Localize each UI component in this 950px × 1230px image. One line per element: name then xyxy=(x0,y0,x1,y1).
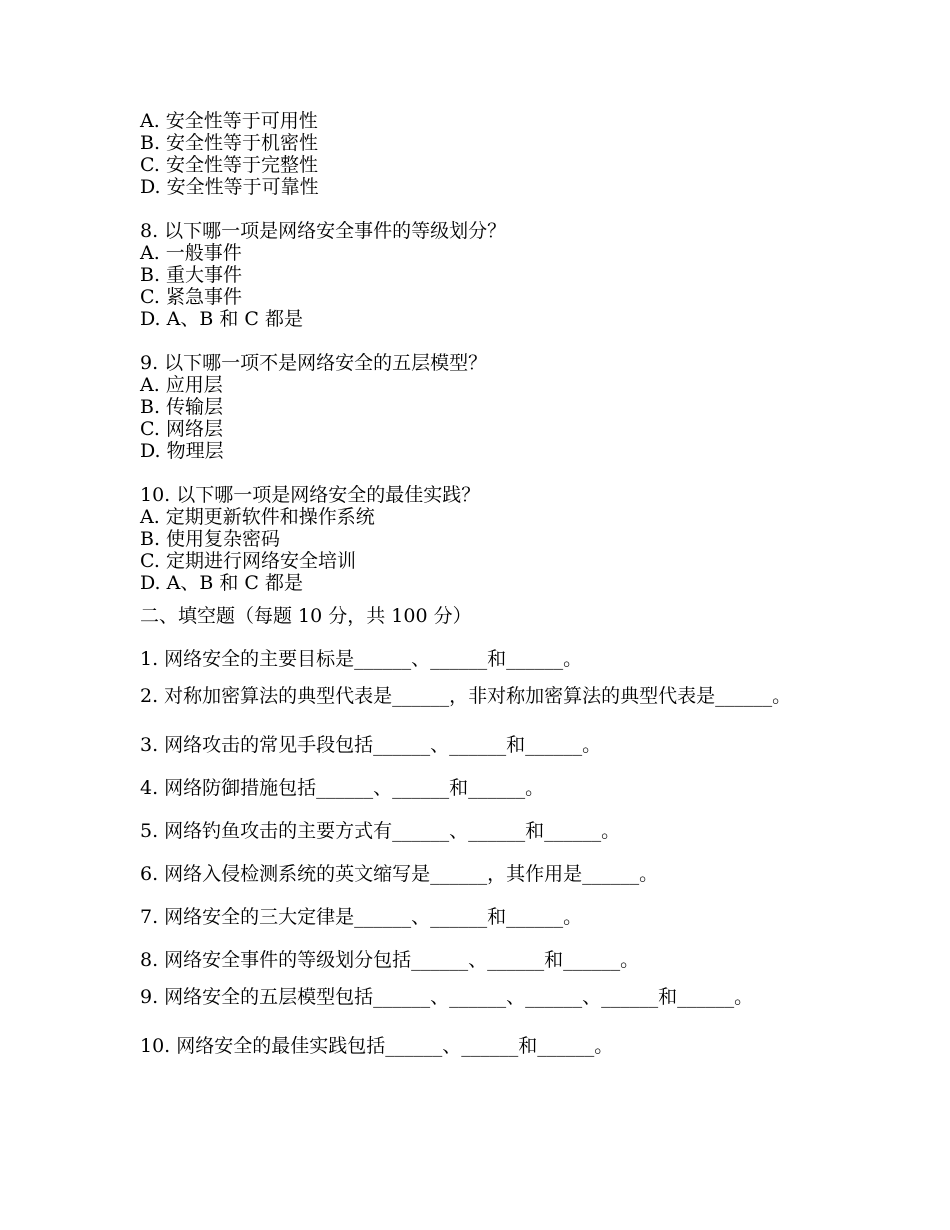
fill-item-8: 8. 网络安全事件的等级划分包括______、______和______。 xyxy=(140,949,640,971)
fill-item-5: 5. 网络钓鱼攻击的主要方式有______、______和______。 xyxy=(140,820,621,842)
option-b: B. 使用复杂密码 xyxy=(140,528,281,550)
option-d: D. 物理层 xyxy=(140,440,224,462)
option-a: A. 安全性等于可用性 xyxy=(140,110,318,132)
fill-item-10: 10. 网络安全的最佳实践包括______、______和______。 xyxy=(140,1035,614,1057)
fill-in-section xyxy=(140,605,840,1057)
fill-item-6: 6. 网络入侵检测系统的英文缩写是______，其作用是______。 xyxy=(140,863,659,885)
option-d: D. A、B 和 C 都是 xyxy=(140,308,303,330)
option-c: C. 安全性等于完整性 xyxy=(140,154,318,176)
option-c: C. 定期进行网络安全培训 xyxy=(140,550,356,572)
fill-item-1: 1. 网络安全的主要目标是______、______和______。 xyxy=(140,648,583,670)
option-a: A. 一般事件 xyxy=(140,242,242,264)
question-9 xyxy=(140,352,840,462)
fill-item-2: 2. 对称加密算法的典型代表是______，非对称加密算法的典型代表是______。 xyxy=(140,685,792,707)
question-text: 9. 以下哪一项不是网络安全的五层模型？ xyxy=(140,352,488,374)
section-title: 二、填空题（每题 10 分，共 100 分） xyxy=(140,605,472,627)
question-text: 8. 以下哪一项是网络安全事件的等级划分？ xyxy=(140,220,507,242)
fill-item-9: 9. 网络安全的五层模型包括______、______、______、______和______。 xyxy=(140,986,754,1008)
question-8 xyxy=(140,220,840,330)
option-b: B. 传输层 xyxy=(140,396,224,418)
option-c: C. 紧急事件 xyxy=(140,286,242,308)
option-b: B. 安全性等于机密性 xyxy=(140,132,319,154)
option-d: D. A、B 和 C 都是 xyxy=(140,572,303,594)
fill-item-4: 4. 网络防御措施包括______、______和______。 xyxy=(140,777,545,799)
fill-item-3: 3. 网络攻击的常见手段包括______、______和______。 xyxy=(140,734,602,756)
question-text: 10. 以下哪一项是网络安全的最佳实践？ xyxy=(140,484,481,506)
option-a: A. 应用层 xyxy=(140,374,223,396)
fill-item-7: 7. 网络安全的三大定律是______、______和______。 xyxy=(140,906,583,928)
option-c: C. 网络层 xyxy=(140,418,223,440)
question-10 xyxy=(140,484,840,594)
q7-options xyxy=(140,110,840,198)
option-d: D. 安全性等于可靠性 xyxy=(140,176,319,198)
exam-content xyxy=(140,110,840,1057)
option-a: A. 定期更新软件和操作系统 xyxy=(140,506,375,528)
option-b: B. 重大事件 xyxy=(140,264,243,286)
